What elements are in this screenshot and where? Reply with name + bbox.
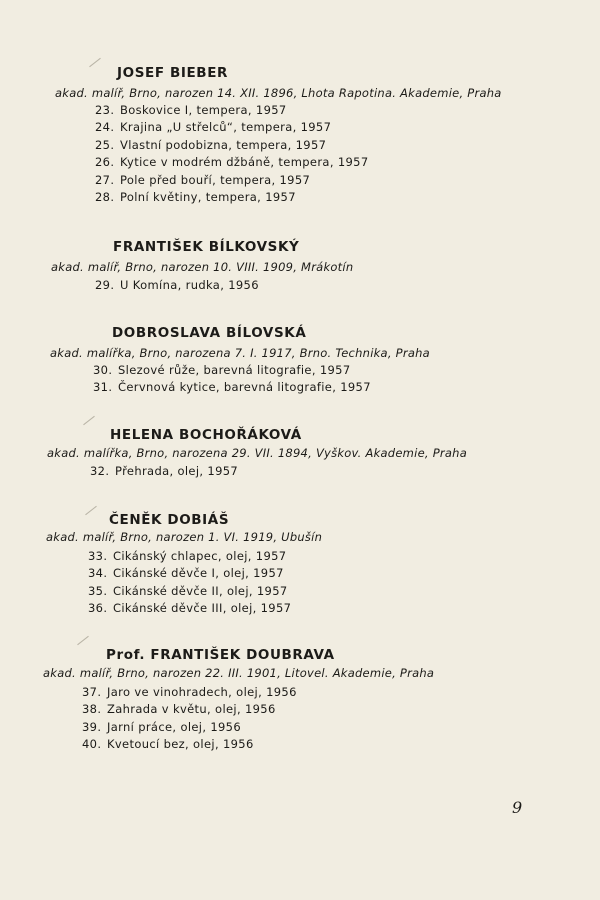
work-item	[88, 583, 291, 600]
work-title: Krajina „U střelců“, tempera, 1957	[120, 120, 332, 135]
work-title: Přehrada, olej, 1957	[115, 464, 239, 478]
work-title: Kvetoucí bez, olej, 1956	[107, 737, 254, 752]
page-number: 9	[512, 798, 523, 817]
work-item	[95, 102, 369, 119]
work-title: Cikánské děvče III, olej, 1957	[113, 601, 292, 616]
artist-bio: akad. malířka, Brno, narozena 7. I. 1917, Brno. Technika, Praha	[50, 346, 430, 360]
work-number: 31.	[93, 380, 113, 395]
work-title: Boskovice I, tempera, 1957	[120, 103, 287, 117]
artist-bio: akad. malíř, Brno, narozen 1. VI. 1919, Ubušín	[46, 530, 323, 544]
work-number: 25.	[95, 137, 115, 152]
work-item	[88, 548, 291, 565]
work-number: 39.	[82, 719, 102, 734]
work-title: Cikánské děvče II, olej, 1957	[113, 583, 288, 598]
artist-bio: akad. malíř, Brno, narozen 14. XII. 1896, Lhota Rapotina. Akademie, Praha	[55, 86, 502, 100]
works-list	[82, 684, 297, 754]
work-title: Zahrada v květu, olej, 1956	[107, 702, 276, 717]
work-item	[88, 600, 291, 617]
work-item	[93, 362, 371, 379]
work-number: 23.	[95, 103, 115, 117]
artist-bio: akad. malíř, Brno, narozen 10. VIII. 1909, Mrákotín	[51, 260, 354, 274]
work-number: 24.	[95, 120, 115, 135]
work-item	[90, 463, 238, 480]
pencil-tick-mark	[89, 58, 101, 67]
work-number: 40.	[82, 737, 102, 752]
work-number: 32.	[90, 464, 110, 478]
work-number: 30.	[93, 363, 113, 377]
work-title: Jaro ve vinohradech, olej, 1956	[107, 685, 297, 699]
work-item	[93, 379, 371, 396]
work-number: 26.	[95, 155, 115, 170]
work-number: 29.	[95, 278, 115, 292]
work-title: Cikánské děvče I, olej, 1957	[113, 566, 284, 581]
pencil-tick-mark	[83, 416, 95, 425]
work-title: U Komína, rudka, 1956	[120, 278, 259, 292]
work-item	[95, 119, 369, 136]
artist-name: ČENĚK DOBIÁŠ	[109, 512, 230, 528]
pencil-tick-mark	[77, 636, 89, 645]
pencil-tick-mark	[85, 506, 97, 515]
work-title: Jarní práce, olej, 1956	[107, 719, 242, 734]
works-list	[90, 463, 238, 480]
work-title: Pole před bouří, tempera, 1957	[120, 172, 311, 187]
work-title: Vlastní podobizna, tempera, 1957	[120, 137, 327, 152]
work-title: Cikánský chlapec, olej, 1957	[113, 549, 287, 563]
work-item	[95, 154, 369, 171]
artist-name: JOSEF BIEBER	[117, 65, 229, 81]
works-list	[95, 102, 369, 206]
works-list	[95, 277, 259, 294]
work-item	[95, 277, 259, 294]
work-item	[95, 172, 369, 189]
work-number: 27.	[95, 172, 115, 187]
work-title: Červnová kytice, barevná litografie, 1957	[118, 380, 371, 395]
works-list	[93, 362, 371, 397]
work-number: 35.	[88, 583, 108, 598]
work-title: Slezové růže, barevná litografie, 1957	[118, 363, 351, 377]
artist-bio: akad. malířka, Brno, narozena 29. VII. 1894, Vyškov. Akademie, Praha	[47, 446, 468, 460]
artist-name: DOBROSLAVA BÍLOVSKÁ	[112, 325, 307, 341]
work-number: 34.	[88, 566, 108, 581]
work-item	[95, 189, 369, 206]
artist-name: HELENA BOCHOŘÁKOVÁ	[110, 427, 302, 443]
work-title: Kytice v modrém džbáně, tempera, 1957	[120, 155, 369, 170]
work-number: 36.	[88, 601, 108, 616]
work-item	[95, 137, 369, 154]
artist-name: FRANTIŠEK BÍLKOVSKÝ	[113, 239, 300, 255]
work-number: 28.	[95, 189, 115, 204]
work-number: 33.	[88, 549, 108, 563]
artist-bio: akad. malíř, Brno, narozen 22. III. 1901, Litovel. Akademie, Praha	[43, 666, 435, 680]
work-item	[82, 719, 297, 736]
work-item	[82, 684, 297, 701]
work-item	[82, 701, 297, 718]
work-item	[82, 736, 297, 753]
works-list	[88, 548, 291, 618]
work-number: 37.	[82, 685, 102, 699]
artist-name: Prof. FRANTIŠEK DOUBRAVA	[106, 647, 335, 663]
work-title: Polní květiny, tempera, 1957	[120, 189, 296, 204]
work-item	[88, 565, 291, 582]
work-number: 38.	[82, 702, 102, 717]
